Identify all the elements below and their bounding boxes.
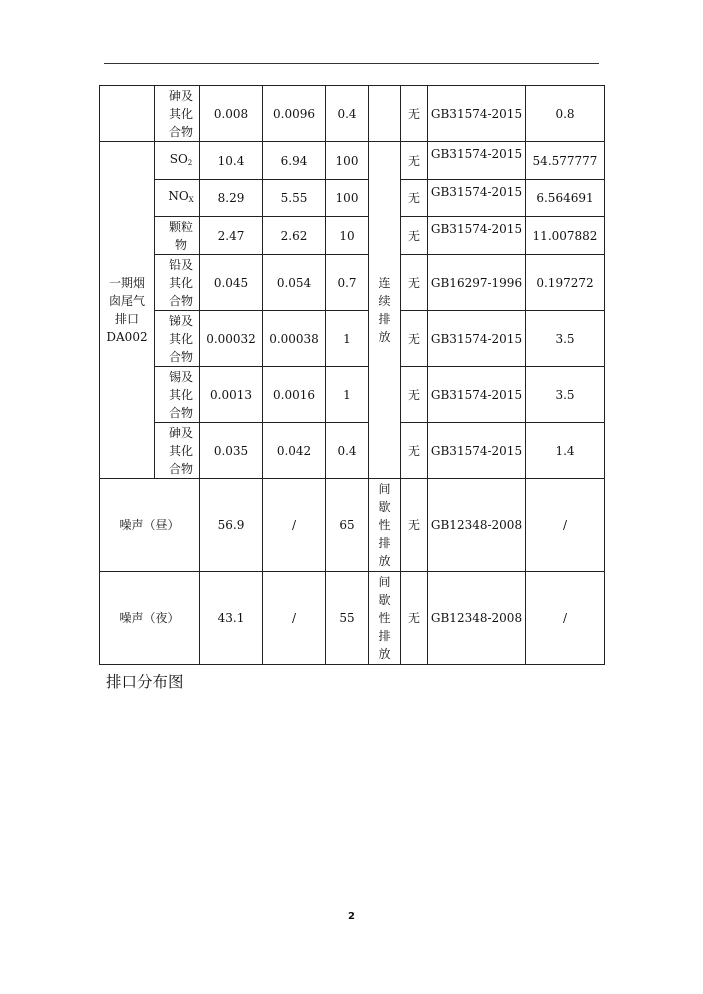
measured-value-2: 0.00038 [263,311,326,367]
measured-value-2: 0.042 [263,423,326,479]
measured-value-1: 0.035 [200,423,263,479]
exceed-flag: 无 [401,423,428,479]
table-row [100,86,605,142]
limit-value: 1 [326,311,369,367]
section-title: 排口分布图 [106,673,184,691]
limit-value: 1 [326,367,369,423]
measured-value-1: 43.1 [200,572,263,665]
standard-code: GB31574-2015 [428,217,526,255]
emission-table [99,85,605,665]
limit-value: 100 [326,180,369,217]
standard-code: GB16297-1996 [428,255,526,311]
measured-value-2: / [263,479,326,572]
page-number: 2 [348,911,355,922]
measured-value-1: 10.4 [200,142,263,180]
noise-label: 噪声（夜） [100,572,200,665]
limit-value: 55 [326,572,369,665]
pollutant-name: $SO_2$ [155,142,200,180]
limit-value: 100 [326,142,369,180]
ratio-value: 6.564691 [526,180,605,217]
standard-code: GB31574-2015 [428,367,526,423]
table-row [100,479,605,572]
header-rule [104,63,599,64]
limit-value: 0.4 [326,423,369,479]
standard-code: GB12348-2008 [428,479,526,572]
limit-value: 10 [326,217,369,255]
exceed-flag: 无 [401,311,428,367]
discharge-mode: 间 歇 性 排 放 [369,479,401,572]
pollutant-name: 砷及 其化 合物 [155,86,200,142]
measured-value-1: 0.00032 [200,311,263,367]
measured-value-1: 0.0013 [200,367,263,423]
standard-code: GB31574-2015 [428,423,526,479]
table-row [100,217,605,255]
ratio-value: / [526,479,605,572]
exceed-flag: 无 [401,142,428,180]
standard-code: GB12348-2008 [428,572,526,665]
table-row [100,255,605,311]
table-row [100,367,605,423]
ratio-value: 54.577777 [526,142,605,180]
measured-value-2: 0.054 [263,255,326,311]
ratio-value: 3.5 [526,367,605,423]
ratio-value: 11.007882 [526,217,605,255]
measured-value-2: 6.94 [263,142,326,180]
limit-value: 0.7 [326,255,369,311]
pollutant-name: 铅及 其化 合物 [155,255,200,311]
standard-code: GB31574-2015 [428,86,526,142]
exceed-flag: 无 [401,367,428,423]
ratio-value: 3.5 [526,311,605,367]
pollutant-name: 颗粒 物 [155,217,200,255]
discharge-mode: 连 续 排 放 [369,142,401,479]
table-row [100,572,605,665]
pollutant-name: 砷及 其化 合物 [155,423,200,479]
measured-value-2: 0.0016 [263,367,326,423]
table-row [100,423,605,479]
discharge-mode: 间 歇 性 排 放 [369,572,401,665]
standard-code: GB31574-2015 [428,311,526,367]
measured-value-2: 5.55 [263,180,326,217]
discharge-mode-empty [369,86,401,142]
table-row [100,311,605,367]
exceed-flag: 无 [401,217,428,255]
noise-label: 噪声（昼） [100,479,200,572]
exceed-flag: 无 [401,180,428,217]
pollutant-name: $NO_X$ [155,180,200,217]
table-row [100,180,605,217]
limit-value: 0.4 [326,86,369,142]
pollutant-name: 锑及 其化 合物 [155,311,200,367]
outlet-cell-empty [100,86,155,142]
standard-code: GB31574-2015 [428,142,526,180]
exceed-flag: 无 [401,255,428,311]
table-row [100,142,605,180]
ratio-value: 0.197272 [526,255,605,311]
ratio-value: / [526,572,605,665]
measured-value-1: 56.9 [200,479,263,572]
measured-value-2: 0.0096 [263,86,326,142]
exceed-flag: 无 [401,86,428,142]
outlet-name: 一期烟 囱尾气 排口 DA002 [100,142,155,479]
measured-value-1: 0.045 [200,255,263,311]
ratio-value: 0.8 [526,86,605,142]
measured-value-2: 2.62 [263,217,326,255]
measured-value-1: 8.29 [200,180,263,217]
exceed-flag: 无 [401,572,428,665]
exceed-flag: 无 [401,479,428,572]
measured-value-2: / [263,572,326,665]
standard-code: GB31574-2015 [428,180,526,217]
ratio-value: 1.4 [526,423,605,479]
pollutant-name: 锡及 其化 合物 [155,367,200,423]
measured-value-1: 2.47 [200,217,263,255]
measured-value-1: 0.008 [200,86,263,142]
limit-value: 65 [326,479,369,572]
